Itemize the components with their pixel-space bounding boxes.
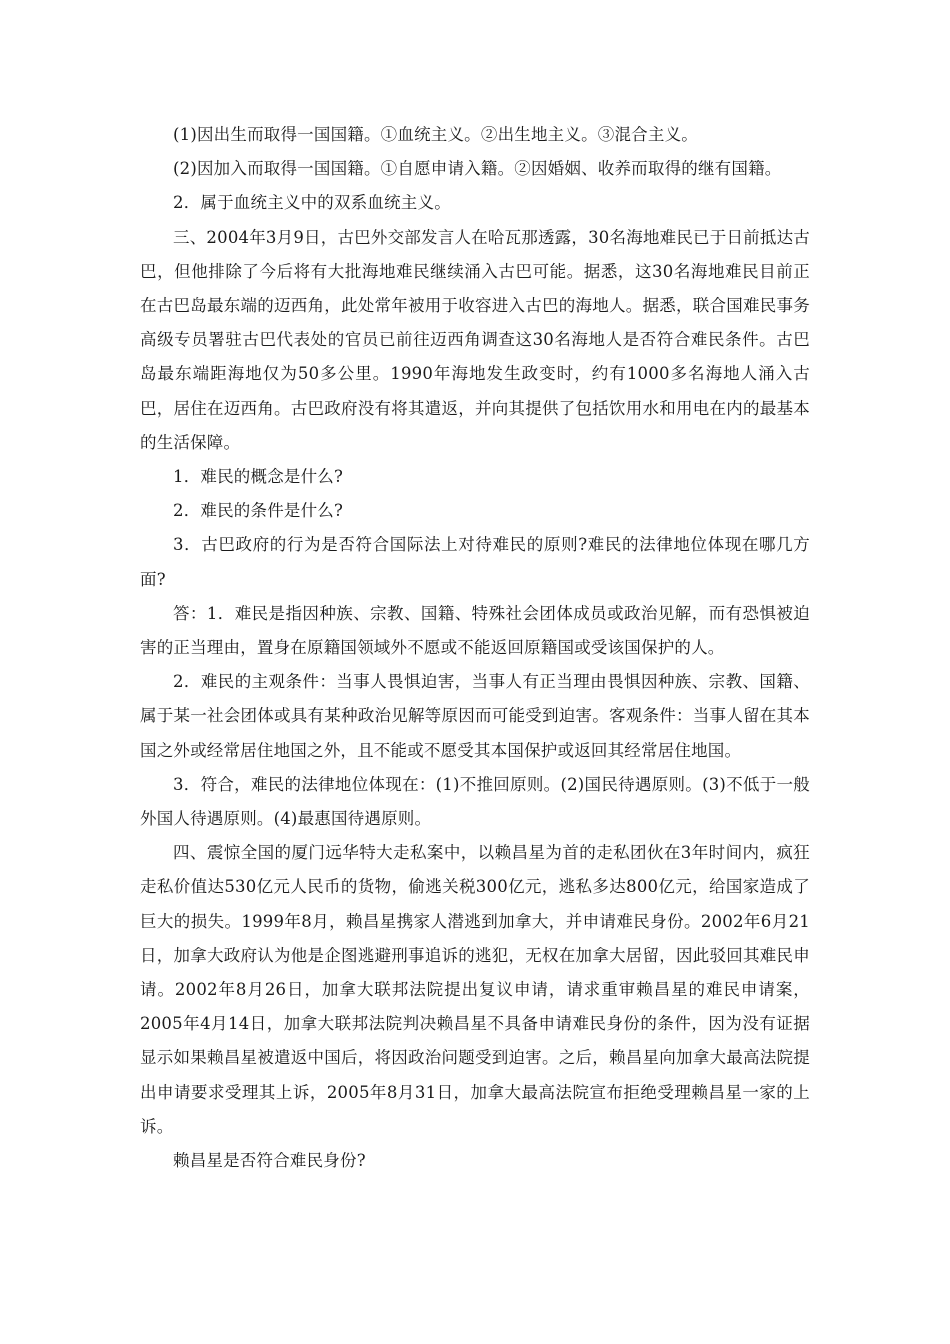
question-lai-refugee-status: 赖昌星是否符合难民身份? <box>173 1151 366 1171</box>
paragraph-answer-2-bloodline: 2．属于血统主义中的双系血统主义。 <box>173 193 451 213</box>
question-3-cuba-principles: 3．古巴政府的行为是否符合国际法上对待难民的原则?难民的法律地位体现在哪几方面? <box>140 535 810 589</box>
question-1-refugee-concept: 1．难民的概念是什么? <box>173 467 344 487</box>
paragraph-case-three-haiti: 三、2004年3月9日，古巴外交部发言人在哈瓦那透露，30名海地难民已于日前抵达古巴，但他排除了今后将有大批海地难民继续涌入古巴可能。据悉，这30名海地难民目前正在古巴岛最东端的迈西角，此处常年被用于收容进入古巴的海地人。据悉，联合国难民事务高级专员署驻古巴代表处的官员已前往迈西角调查这30名海地人是否符合难民条件。古巴岛最东端距海地仅为50多公里。1990年海地发生政变时，约有1000多名海地人涌入古巴，居住在迈西角。古巴政府没有将其遣返，并向其提供了包括饮用水和用电在内的最基本的生活保障。 <box>140 227 810 452</box>
question-2-refugee-conditions: 2．难民的条件是什么? <box>173 501 344 521</box>
paragraph-nationality-naturalization: (2)因加入而取得一国国籍。①自愿申请入籍。②因婚姻、收养而取得的继有国籍。 <box>173 159 782 179</box>
answer-1-refugee-definition: 答：1．难民是指因种族、宗教、国籍、特殊社会团体成员或政治见解，而有恐惧被迫害的正当理由，置身在原籍国领域外不愿或不能返回原籍国或受该国保护的人。 <box>140 603 810 658</box>
paragraph-case-four-lai-changxing: 四、震惊全国的厦门远华特大走私案中，以赖昌星为首的走私团伙在3年时间内，疯狂走私价值达530亿元人民币的货物，偷逃关税300亿元，逃私多达800亿元，给国家造成了巨大的损失。1999年8月，赖昌星携家人潜逃到加拿大，并申请难民身份。2002年6月21日，加拿大政府认为他是企图逃避刑事追诉的逃犯，无权在加拿大居留，因此驳回其难民申请。2002年8月26日，加拿大联邦法院提出复议申请，请求重审赖昌星的难民申请案，2005年4月14日，加拿大联邦法院判决赖昌星不具备申请难民身份的条件，因为没有证据显示如果赖昌星被遣返中国后，将因政治问题受到迫害。之后，赖昌星向加拿大最高法院提出申请要求受理其上诉，2005年8月31日，加拿大最高法院宣布拒绝受理赖昌星一家的上诉。 <box>140 843 810 1136</box>
answer-2-refugee-conditions: 2．难民的主观条件：当事人畏惧迫害，当事人有正当理由畏惧因种族、宗教、国籍、属于某一社会团体或具有某种政治见解等原因而可能受到迫害。客观条件：当事人留在其本国之外或经常居住地国之外，且不能或不愿受其本国保护或返回其经常居住地国。 <box>140 672 810 760</box>
document-body <box>140 118 810 1178</box>
paragraph-nationality-birth: (1)因出生而取得一国国籍。①血统主义。②出生地主义。③混合主义。 <box>173 125 698 144</box>
answer-3-legal-status: 3．符合，难民的法律地位体现在：(1)不推回原则。(2)国民待遇原则。(3)不低于一般外国人待遇原则。(4)最惠国待遇原则。 <box>140 774 810 829</box>
